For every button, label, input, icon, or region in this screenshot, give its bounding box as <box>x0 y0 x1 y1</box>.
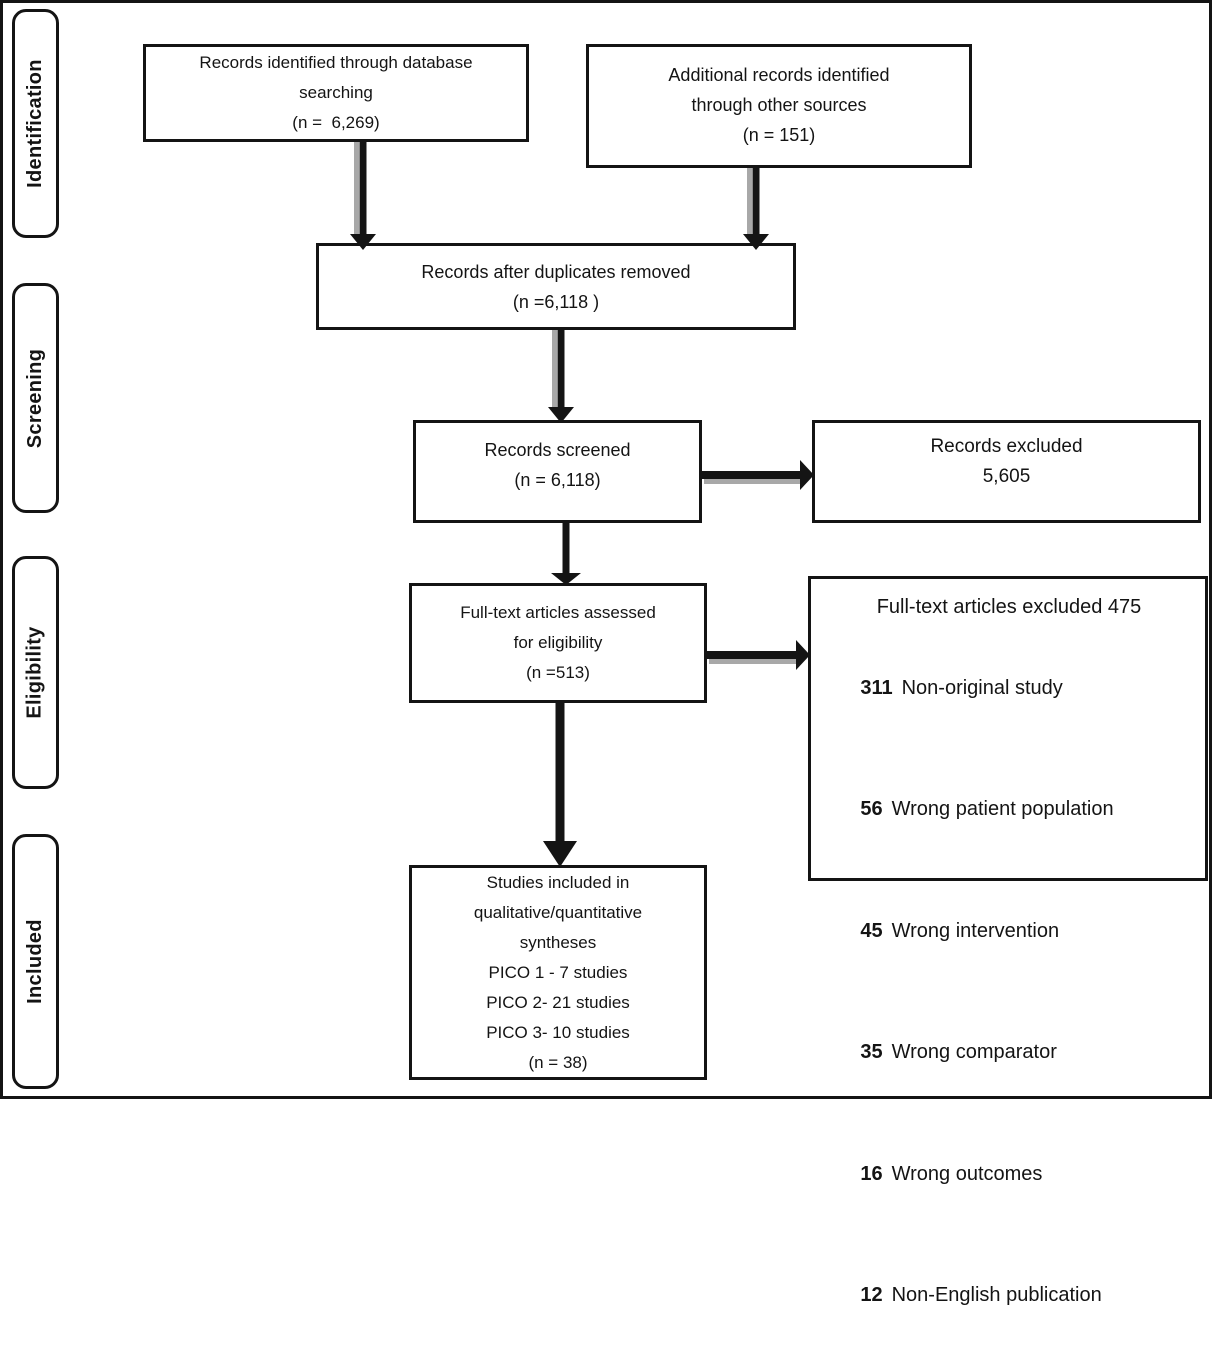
box-text-line: syntheses <box>520 928 597 958</box>
phase-label-identification <box>12 9 59 238</box>
exclusion-label: Wrong outcomes <box>892 1163 1043 1185</box>
phase-label-screening <box>12 283 59 513</box>
box-fulltext-excluded <box>808 576 1208 881</box>
arrow-screened-to-fulltext <box>548 523 584 585</box>
arrow-dbsearch-to-duplicates <box>345 142 381 250</box>
exclusion-reason <box>827 992 1191 1114</box>
exclusion-label: Wrong comparator <box>892 1041 1057 1063</box>
box-text-line: qualitative/quantitative <box>474 898 642 928</box>
arrow-othersources-to-duplicates <box>738 168 774 250</box>
exclusion-count: 35 <box>860 1041 882 1063</box>
box-text-line: Records identified through database <box>199 48 472 78</box>
exclusion-reason <box>827 1235 1191 1356</box>
exclusion-reason <box>827 870 1191 992</box>
arrow-duplicates-to-screened <box>543 330 579 423</box>
exclusion-label: Non-English publication <box>892 1284 1102 1306</box>
box-text-line: Additional records identified <box>668 60 889 90</box>
exclusion-label: Wrong patient population <box>892 798 1114 820</box>
box-records-identified <box>143 44 529 142</box>
box-text-line: through other sources <box>691 90 866 120</box>
exclusion-count: 45 <box>860 920 882 942</box>
arrow-fulltext-to-fulltextexcluded <box>707 638 810 672</box>
exclusion-label: Non-original study <box>902 677 1063 699</box>
fulltext-excluded-title: Full-text articles excluded 475 <box>827 591 1191 623</box>
box-text-line: PICO 1 - 7 studies <box>489 958 628 988</box>
box-text-line: Records excluded <box>930 432 1082 462</box>
box-text-line: (n = 6,269) <box>292 108 379 138</box>
exclusion-reason <box>827 749 1191 871</box>
box-text-line: Records after duplicates removed <box>421 257 690 287</box>
exclusion-count: 56 <box>860 798 882 820</box>
exclusion-reason <box>827 627 1191 749</box>
exclusion-count: 12 <box>860 1284 882 1306</box>
box-records-screened <box>413 420 702 523</box>
phase-label-eligibility <box>12 556 59 789</box>
box-text-line: PICO 3- 10 studies <box>486 1018 630 1048</box>
phase-label-text: Identification <box>24 59 47 188</box>
phase-label-text: Screening <box>24 348 47 447</box>
box-duplicates-removed <box>316 243 796 330</box>
box-text-line: (n = 151) <box>743 120 816 150</box>
exclusion-reason <box>827 1113 1191 1235</box>
box-fulltext-assessed <box>409 583 707 703</box>
box-text-line: (n =513) <box>526 658 590 688</box>
phase-label-text: Included <box>24 919 47 1004</box>
box-text-line: (n =6,118 ) <box>513 287 599 317</box>
box-text-line: Records screened <box>484 435 630 465</box>
exclusion-label: Wrong intervention <box>892 920 1060 942</box>
exclusion-count: 16 <box>860 1163 882 1185</box>
box-text-line: Full-text articles assessed <box>460 598 656 628</box>
box-records-excluded <box>812 420 1201 523</box>
box-text-line: searching <box>299 78 373 108</box>
arrow-fulltext-to-included <box>542 703 578 867</box>
box-text-line: for eligibility <box>514 628 603 658</box>
box-text-line: PICO 2- 21 studies <box>486 988 630 1018</box>
box-text-line: 5,605 <box>983 462 1031 492</box>
box-text-line: Studies included in <box>487 868 630 898</box>
box-studies-included <box>409 865 707 1080</box>
box-text-line: (n = 38) <box>528 1048 587 1078</box>
phase-label-included <box>12 834 59 1089</box>
exclusion-count: 311 <box>860 677 892 699</box>
box-text-line: (n = 6,118) <box>514 465 600 495</box>
arrow-screened-to-excluded <box>702 458 814 492</box>
phase-label-text: Eligibility <box>24 626 47 718</box>
box-additional-records <box>586 44 972 168</box>
